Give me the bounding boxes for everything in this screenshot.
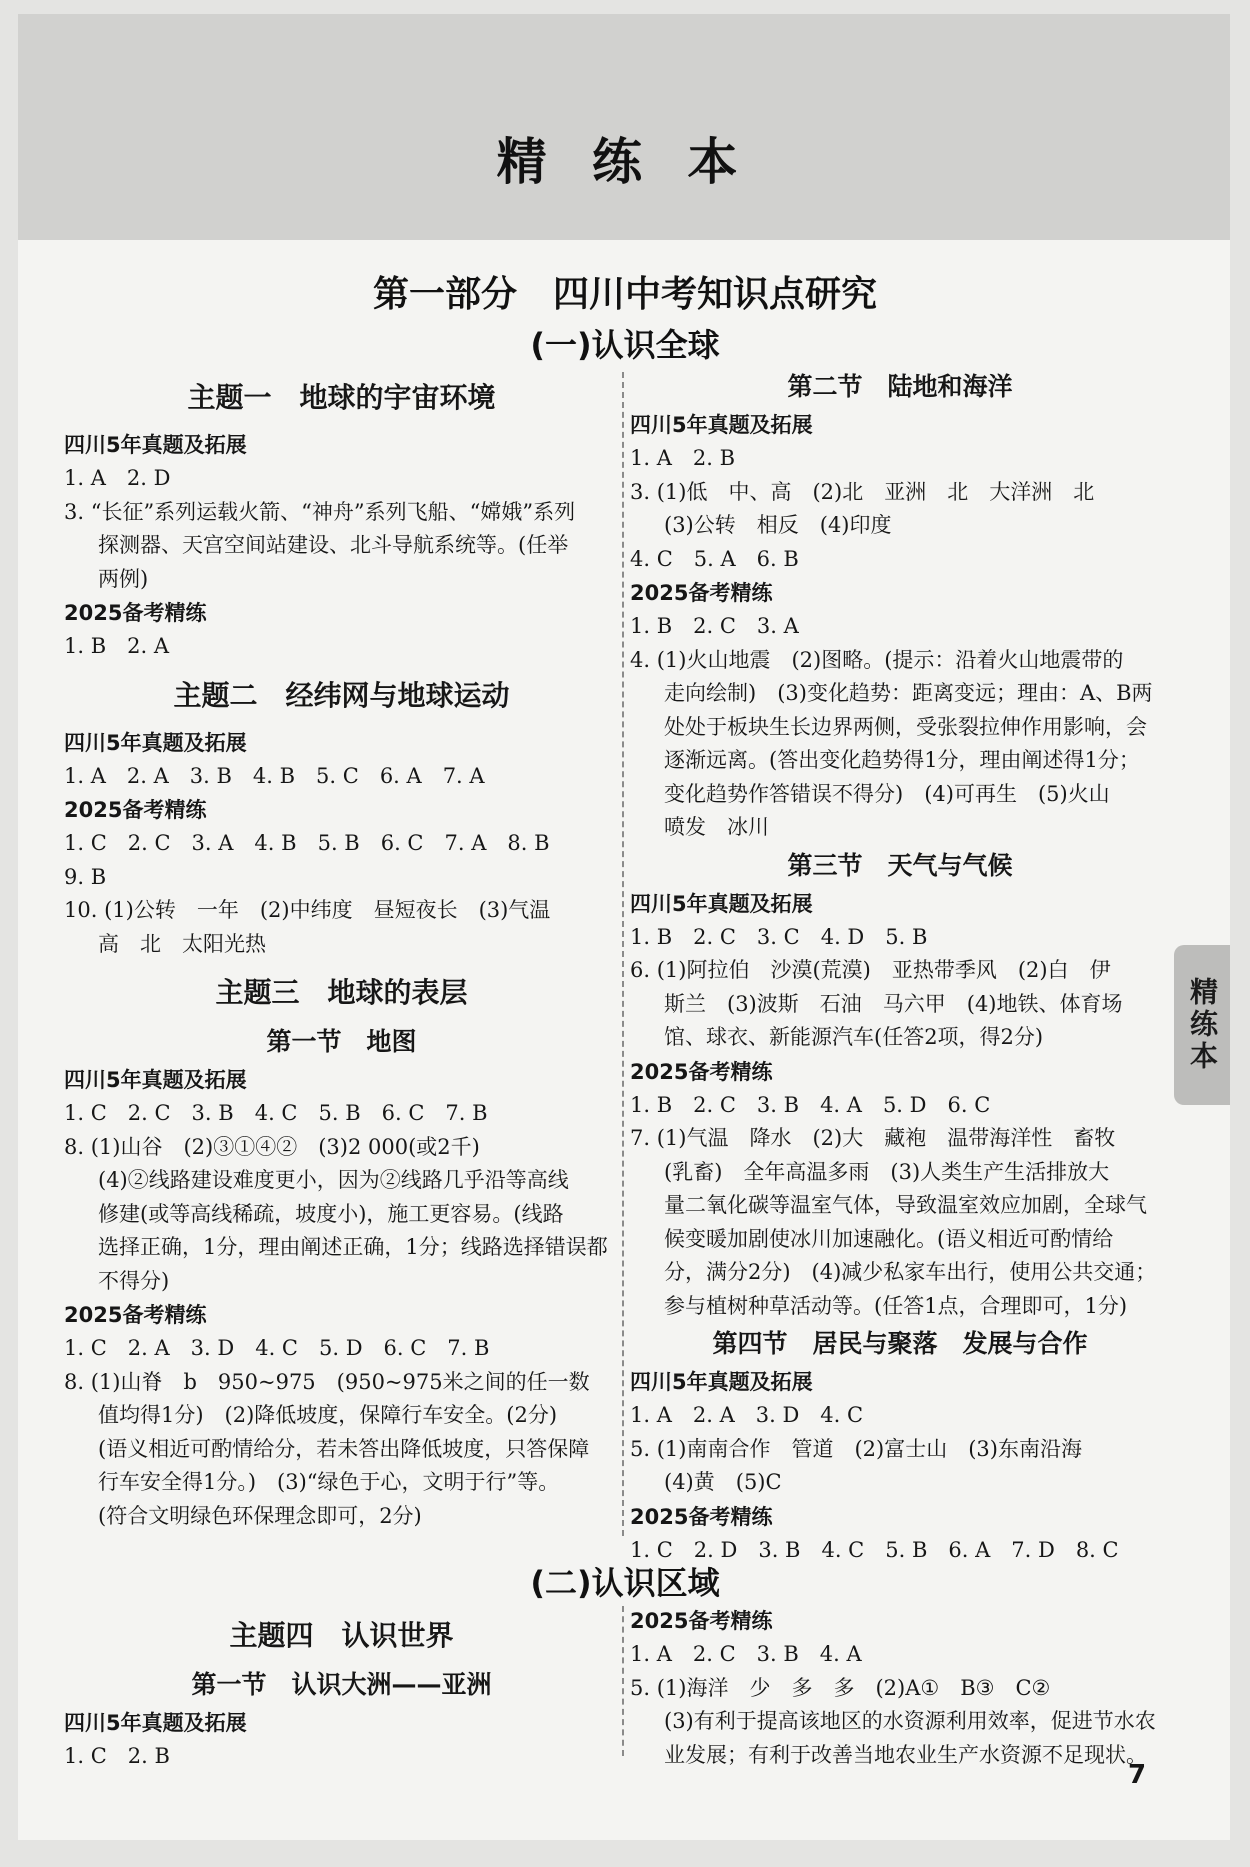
answer-line-continued: 两例) <box>98 566 149 591</box>
subsection-heading: 2025备考精练 <box>630 1609 773 1633</box>
book-title: 精 练 本 <box>496 133 752 191</box>
answer-line: 9. B <box>64 864 107 889</box>
answer-line: 1. A 2. C 3. B 4. A <box>630 1642 862 1666</box>
subsection-heading: 四川5年真题及拓展 <box>630 1370 813 1394</box>
right-column <box>630 366 1170 1567</box>
answer-line: 5. (1)南南合作 管道 (2)富士山 (3)东南沿海 <box>630 1436 1082 1461</box>
answer-line: 1. C 2. D 3. B 4. C 5. B 6. A 7. D 8. C <box>630 1537 1119 1562</box>
topic-heading: 主题一 地球的宇宙环境 <box>187 381 496 414</box>
answer-line: 1. A 2. A 3. B 4. B 5. C 6. A 7. A <box>64 763 485 788</box>
answer-line-continued: (乳畜) 全年高温多雨 (3)人类生产生活排放大 <box>664 1159 1110 1184</box>
answer-line-continued: 斯兰 (3)波斯 石油 马六甲 (4)地铁、体育场 <box>664 991 1123 1016</box>
column-divider-lower <box>622 1606 624 1756</box>
answer-line-continued: 喷发 冰川 <box>664 815 769 839</box>
subsection-heading: 2025备考精练 <box>64 1303 207 1327</box>
subsection-heading: 2025备考精练 <box>630 581 773 605</box>
answer-line: 6. (1)阿拉伯 沙漠(荒漠) 亚热带季风 (2)白 伊 <box>630 958 1111 982</box>
answer-line-continued: 走向绘制) (3)变化趋势：距离变远；理由：A、B两 <box>664 681 1153 705</box>
answer-line-continued: (符合文明绿色环保理念即可，2分) <box>98 1503 422 1528</box>
answer-line-continued: 参与植树种草活动等。(任答1点，合理即可，1分) <box>664 1293 1128 1318</box>
answer-line: 1. A 2. D <box>64 466 171 490</box>
answer-line: 8. (1)山谷 (2)③①④② (3)2 000(或2千) <box>64 1134 480 1159</box>
answer-line-continued: 变化趋势作答错误不得分) (4)可再生 (5)火山 <box>664 781 1110 806</box>
answer-line-continued: 业发展；有利于改善当地农业生产水资源不足现状。 <box>664 1742 1147 1767</box>
header-banner <box>18 14 1230 240</box>
side-tab-label: 精练本 <box>1186 977 1219 1073</box>
subsection-heading: 四川5年真题及拓展 <box>64 730 247 755</box>
answer-line-continued: 馆、球衣、新能源汽车(任答2项，得2分) <box>664 1025 1044 1049</box>
answer-line: 1. C 2. B <box>64 1744 170 1768</box>
answer-line-continued: (4)黄 (5)C <box>664 1470 782 1494</box>
section-heading: 第一节 认识大洲——亚洲 <box>191 1670 492 1699</box>
answer-line: 1. C 2. A 3. D 4. C 5. D 6. C 7. B <box>64 1336 490 1360</box>
answer-line: 1. A 2. A 3. D 4. C <box>630 1403 864 1427</box>
answer-line: 8. (1)山脊 b 950~975 (950~975米之间的任一数 <box>64 1369 590 1394</box>
subsection-heading: 四川5年真题及拓展 <box>64 1711 247 1735</box>
subsection-heading: 四川5年真题及拓展 <box>64 1068 247 1092</box>
topic-heading: 主题三 地球的表层 <box>215 976 468 1009</box>
answer-line-continued: 修建(或等高线稀疏，坡度小)，施工更容易。(线路 <box>98 1201 564 1226</box>
answer-line-continued: 选择正确，1分，理由阐述正确，1分；线路选择错误都 <box>98 1235 608 1259</box>
answer-line-continued: 量二氧化碳等温室气体，导致温室效应加剧，全球气 <box>664 1193 1147 1217</box>
answer-line: 1. A 2. B <box>630 446 736 470</box>
section-heading: 第一节 地图 <box>266 1027 417 1056</box>
answer-line-continued: 候变暖加剧使冰川加速融化。(语义相近可酌情给 <box>664 1226 1114 1251</box>
page-number: 7 <box>1128 1760 1147 1790</box>
left-column-lower <box>64 1604 619 1774</box>
answer-line-continued: 不得分) <box>98 1268 170 1293</box>
subsection-heading: 2025备考精练 <box>630 1504 773 1529</box>
answer-line: 1. B 2. C 3. A <box>630 614 799 638</box>
answer-line: 1. C 2. C 3. B 4. C 5. B 6. C 7. B <box>64 1101 488 1125</box>
answer-line: 5. (1)海洋 少 多 多 (2)A① B③ C② <box>630 1675 1051 1700</box>
answer-line: 7. (1)气温 降水 (2)大 藏袍 温带海洋性 畜牧 <box>630 1126 1116 1150</box>
answer-line: 1. B 2. C 3. C 4. D 5. B <box>630 924 928 949</box>
subsection-heading: 2025备考精练 <box>64 601 207 625</box>
answer-line: 4. (1)火山地震 (2)图略。(提示：沿着火山地震带的 <box>630 647 1124 672</box>
section-heading: 第四节 居民与聚落 发展与合作 <box>712 1329 1088 1358</box>
topic-heading: 主题四 认识世界 <box>229 1619 454 1652</box>
answer-line-continued: 逐渐远离。(答出变化趋势得1分，理由阐述得1分； <box>664 748 1140 772</box>
answer-line-continued: 处处于板块生长边界两侧，受张裂拉伸作用影响，会 <box>664 714 1147 739</box>
column-divider <box>622 372 624 1536</box>
section-heading: 第二节 陆地和海洋 <box>787 372 1013 401</box>
answer-line-continued: 行车安全得1分。) (3)“绿色于心，文明于行”等。 <box>98 1470 560 1494</box>
answer-line-continued: 分，满分2分) (4)减少私家车出行，使用公共交通； <box>664 1260 1157 1284</box>
answer-line: 4. C 5. A 6. B <box>630 546 799 571</box>
topic-heading: 主题二 经纬网与地球运动 <box>173 678 510 712</box>
unit-title-2: (二)认识区域 <box>530 1564 720 1602</box>
answer-line-continued: 高 北 太阳光热 <box>98 931 266 956</box>
left-column <box>64 366 619 1533</box>
answer-line-continued: 值均得1分) (2)降低坡度，保障行车安全。(2分) <box>98 1403 558 1427</box>
answer-line-continued: (语义相近可酌情给分，若未答出降低坡度，只答保障 <box>98 1436 590 1461</box>
answer-line: 3. “长征”系列运载火箭、“神舟”系列飞船、“嫦娥”系列 <box>64 499 576 524</box>
answer-line-continued: (3)有利于提高该地区的水资源利用效率，促进节水农 <box>664 1709 1156 1733</box>
part-title: 第一部分 四川中考知识点研究 <box>372 274 877 315</box>
subsection-heading: 2025备考精练 <box>64 798 207 822</box>
answer-line: 3. (1)低 中、高 (2)北 亚洲 北 大洋洲 北 <box>630 479 1095 504</box>
unit-title-1: (一)认识全球 <box>530 326 720 364</box>
subsection-heading: 四川5年真题及拓展 <box>630 891 813 916</box>
subsection-heading: 四川5年真题及拓展 <box>64 433 247 457</box>
subsection-heading: 2025备考精练 <box>630 1059 773 1084</box>
subsection-heading: 四川5年真题及拓展 <box>630 413 813 437</box>
answer-line-continued: (4)②线路建设难度更小，因为②线路几乎沿等高线 <box>98 1168 569 1192</box>
answer-line: 1. B 2. A <box>64 634 170 658</box>
answer-line-continued: 探测器、天宫空间站建设、北斗导航系统等。(任举 <box>98 533 569 557</box>
answer-line-continued: (3)公转 相反 (4)印度 <box>664 513 892 537</box>
section-heading: 第三节 天气与气候 <box>787 850 1013 880</box>
answer-line: 10. (1)公转 一年 (2)中纬度 昼短夜长 (3)气温 <box>64 898 551 922</box>
side-tab <box>1174 945 1230 1105</box>
answer-line: 1. C 2. C 3. A 4. B 5. B 6. C 7. A 8. B <box>64 831 550 855</box>
right-column-lower <box>630 1604 1170 1772</box>
answer-line: 1. B 2. C 3. B 4. A 5. D 6. C <box>630 1092 991 1117</box>
